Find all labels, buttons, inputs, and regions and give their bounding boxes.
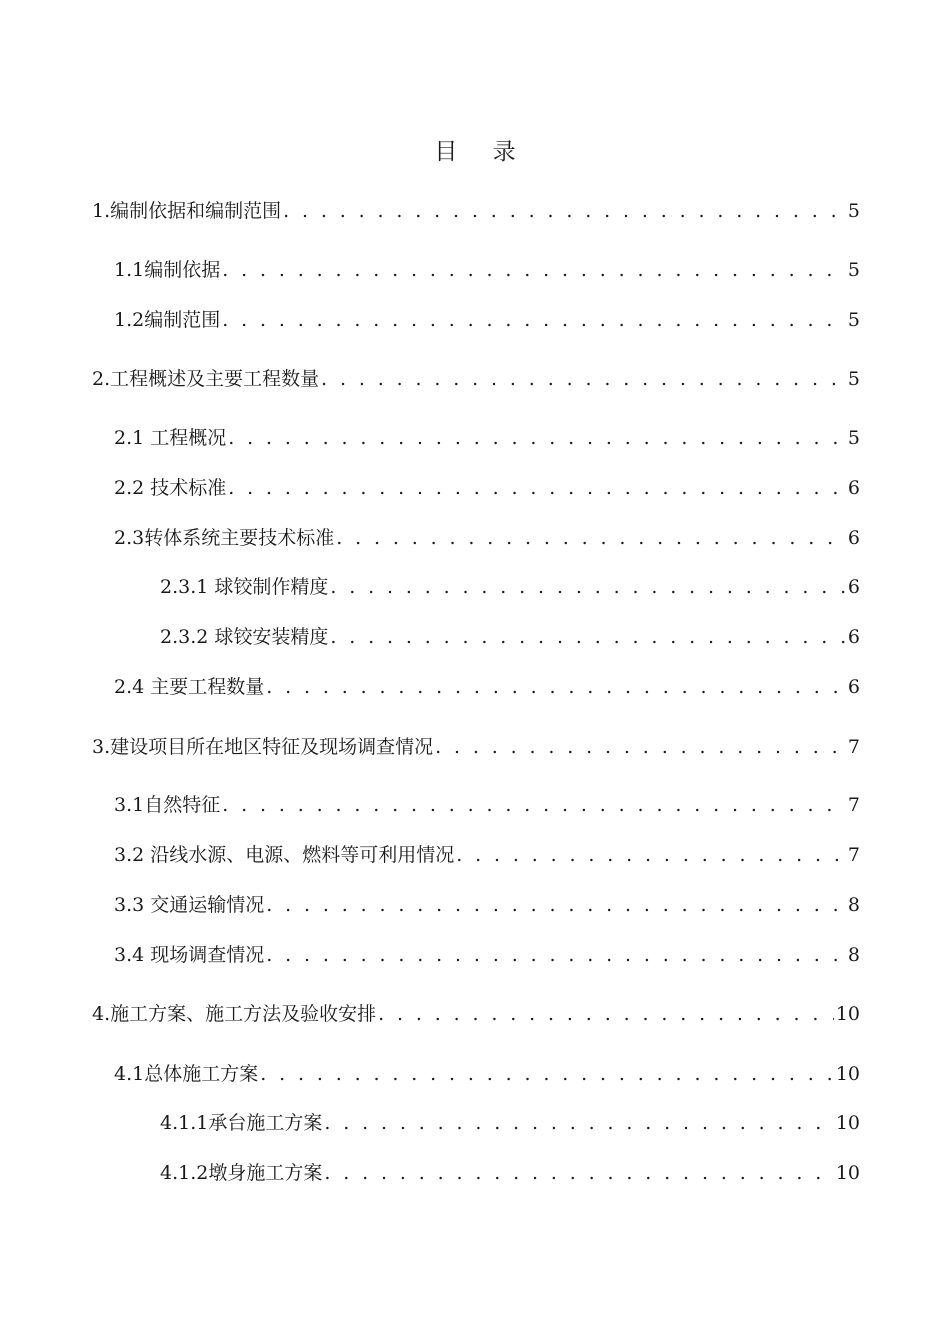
toc-entry-page: 5 xyxy=(847,309,860,331)
toc-entry[interactable] xyxy=(114,423,860,453)
toc-entry-page: 5 xyxy=(847,427,860,449)
toc-entry-label: 3.1自然特征 xyxy=(114,794,221,816)
toc-entry-label: 1.编制依据和编制范围 xyxy=(92,200,282,222)
toc-entry-label: 4.1.1承台施工方案 xyxy=(160,1112,323,1134)
toc-leader-dots xyxy=(228,423,846,453)
toc-leader-dots xyxy=(324,1108,833,1138)
toc-entry[interactable] xyxy=(92,364,860,394)
toc-entry[interactable] xyxy=(160,1108,860,1138)
toc-entry-page: 8 xyxy=(847,894,860,916)
toc-leader-dots xyxy=(222,255,846,285)
toc-entry-label: 2.3.1 球铰制作精度 xyxy=(160,576,329,598)
toc-entry-label: 4.施工方案、施工方法及验收安排 xyxy=(92,1003,377,1025)
toc-leader-dots xyxy=(283,196,846,226)
toc-entry-label: 2.4 主要工程数量 xyxy=(114,676,265,698)
toc-leader-dots xyxy=(435,732,846,762)
toc-entry[interactable] xyxy=(160,622,860,652)
toc-entry-label: 2.1 工程概况 xyxy=(114,427,227,449)
toc-entry-label: 3.3 交通运输情况 xyxy=(114,894,265,916)
toc-entry-page: 10 xyxy=(835,1162,860,1184)
toc-entry[interactable] xyxy=(92,999,860,1029)
toc-entry[interactable] xyxy=(160,572,860,602)
toc-leader-dots xyxy=(222,790,846,820)
toc-entry-page: 7 xyxy=(847,844,860,866)
toc-entry-page: 10 xyxy=(835,1003,860,1025)
toc-entry[interactable] xyxy=(114,890,860,920)
toc-entry-page: 6 xyxy=(847,626,860,648)
toc-entry-label: 2.2 技术标准 xyxy=(114,477,227,499)
toc-leader-dots xyxy=(222,305,846,335)
toc-leader-dots xyxy=(330,572,846,602)
toc-entry[interactable] xyxy=(114,1059,860,1089)
toc-entry-page: 6 xyxy=(847,477,860,499)
toc-entry-page: 7 xyxy=(847,794,860,816)
toc-entry-page: 6 xyxy=(847,576,860,598)
toc-entry[interactable] xyxy=(114,940,860,970)
toc-entry-label: 2.3.2 球铰安装精度 xyxy=(160,626,329,648)
toc-leader-dots xyxy=(260,1059,834,1089)
toc-entry[interactable] xyxy=(92,732,860,762)
toc-entry-page: 10 xyxy=(835,1063,860,1085)
toc-leader-dots xyxy=(336,523,846,553)
toc-entry-label: 4.1.2墩身施工方案 xyxy=(160,1162,323,1184)
toc-entry-label: 1.2编制范围 xyxy=(114,309,221,331)
toc-entry-label: 3.建设项目所在地区特征及现场调查情况 xyxy=(92,736,434,758)
toc-leader-dots xyxy=(324,1158,833,1188)
toc-entry-label: 4.1总体施工方案 xyxy=(114,1063,259,1085)
toc-entry-label: 2.3转体系统主要技术标准 xyxy=(114,527,335,549)
toc-entry[interactable] xyxy=(160,1158,860,1188)
toc-entry[interactable] xyxy=(114,672,860,702)
toc-leader-dots xyxy=(330,622,846,652)
toc-leader-dots xyxy=(321,364,846,394)
toc-entry[interactable] xyxy=(92,196,860,226)
toc-entry-page: 8 xyxy=(847,944,860,966)
toc-entry[interactable] xyxy=(114,790,860,820)
toc-entry[interactable] xyxy=(114,255,860,285)
toc-entry-page: 5 xyxy=(847,200,860,222)
toc-entry[interactable] xyxy=(114,305,860,335)
toc-entry[interactable] xyxy=(114,473,860,503)
toc-entry-label: 3.4 现场调查情况 xyxy=(114,944,265,966)
toc-entry-page: 6 xyxy=(847,527,860,549)
toc-entry-label: 3.2 沿线水源、电源、燃料等可利用情况 xyxy=(114,844,455,866)
toc-leader-dots xyxy=(266,940,846,970)
toc-entry-label: 2.工程概述及主要工程数量 xyxy=(92,368,320,390)
toc-leader-dots xyxy=(378,999,834,1029)
toc-entry-page: 5 xyxy=(847,259,860,281)
toc-entry-page: 6 xyxy=(847,676,860,698)
toc-entry[interactable] xyxy=(114,840,860,870)
toc-entry-label: 1.1编制依据 xyxy=(114,259,221,281)
toc-leader-dots xyxy=(228,473,846,503)
toc-entry-page: 10 xyxy=(835,1112,860,1134)
toc-entry-page: 7 xyxy=(847,736,860,758)
toc-leader-dots xyxy=(456,840,846,870)
toc-entry-page: 5 xyxy=(847,368,860,390)
toc-title: 目 录 xyxy=(434,139,530,165)
toc-leader-dots xyxy=(266,890,846,920)
toc-entry[interactable] xyxy=(114,523,860,553)
toc-leader-dots xyxy=(266,672,846,702)
